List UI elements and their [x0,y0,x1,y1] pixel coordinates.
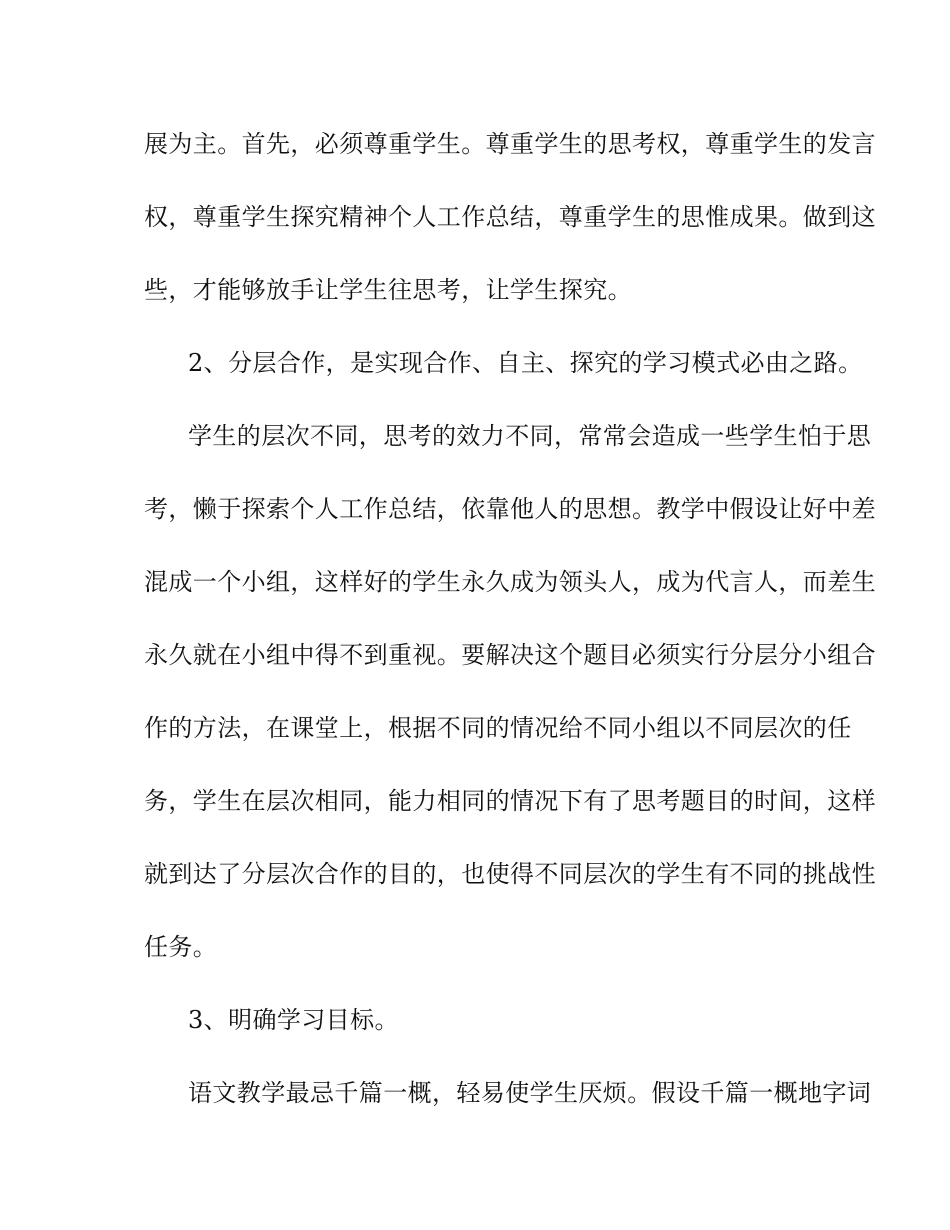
paragraph-line: 就到达了分层次合作的目的，也使得不同层次的学生有不同的挑战性 [144,860,876,888]
paragraph-line: 考，懒于探索个人工作总结，依靠他人的思想。教学中假设让好中差 [144,495,876,523]
paragraph-line: 语文教学最忌千篇一概，轻易使学生厌烦。假设千篇一概地字词 [188,1079,872,1107]
section-heading-2: 2、分层合作，是实现合作、自主、探究的学习模式必由之路。 [188,349,863,377]
paragraph-line: 任务。 [144,933,218,961]
paragraph-line: 作的方法，在课堂上，根据不同的情况给不同小组以不同层次的任 [144,714,852,742]
paragraph-line: 学生的层次不同，思考的效力不同，常常会造成一些学生怕于思 [188,422,872,450]
paragraph-line: 些，才能够放手让学生往思考，让学生探究。 [144,276,632,304]
paragraph-line: 混成一个小组，这样好的学生永久成为领头人，成为代言人，而差生 [144,568,876,596]
section-heading-3: 3、明确学习目标。 [188,1006,399,1034]
paragraph-line: 展为主。首先，必须尊重学生。尊重学生的思考权，尊重学生的发言 [144,130,876,158]
paragraph-line: 永久就在小组中得不到重视。要解决这个题目必须实行分层分小组合 [144,641,876,669]
paragraph-line: 务，学生在层次相同，能力相同的情况下有了思考题目的时间，这样 [144,787,876,815]
paragraph-line: 权，尊重学生探究精神个人工作总结，尊重学生的思惟成果。做到这 [144,203,876,231]
